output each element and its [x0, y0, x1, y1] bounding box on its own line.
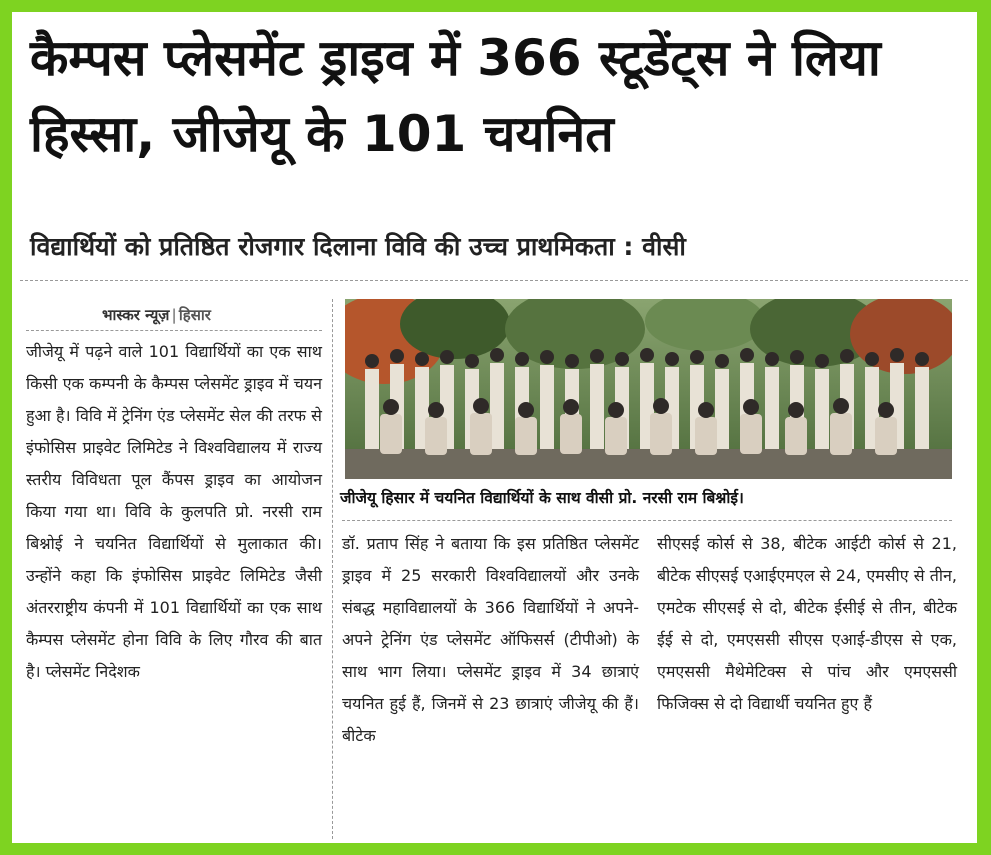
- byline-source: भास्कर न्यूज़: [102, 306, 170, 324]
- divider-byline: [26, 330, 322, 331]
- divider-top: [20, 280, 968, 281]
- photo-caption: जीजेयू हिसार में चयनित विद्यार्थियों के साथ वीसी प्रो. नरसी राम बिश्नोई।: [340, 489, 744, 507]
- article-column-2: डॉ. प्रताप सिंह ने बताया कि इस प्रतिष्ठित प्लेसमेंट ड्राइव में 25 सरकारी विश्वविद्यालयों और उनके संबद्ध महाविद्यालयों के 366 विद्यार्थियों ने अपने-अपने ट्रेनिंग एंड प्लेसमेंट ऑफिसर्स (टीपीओ) के साथ भाग लिया। प्लेसमेंट ड्राइव में 34 छात्राएं चयनित हुई हैं, जिनमें से 23 छात्राएं जीजेयू की हैं। बीटेक: [342, 534, 639, 745]
- group-photo: [345, 299, 952, 479]
- byline: [102, 305, 211, 325]
- article-column-1: जीजेयू में पढ़ने वाले 101 विद्यार्थियों का एक साथ किसी एक कम्पनी के कैम्पस प्लेसमेंट ड्राइव में चयन हुआ है। विवि में ट्रेनिंग एंड प्लेसमेंट सेल की तरफ से इंफोसिस प्राइवेट लिमिटेड ने विश्वविद्यालय में राज्य स्तरीय विविधता पूल कैंपस ड्राइव का आयोजन किया गया था। विवि के कुलपति प्रो. नरसी राम बिश्नोई ने चयनित विद्यार्थियों से मुलाकात की। उन्होंने कहा कि इंफोसिस प्राइवेट लिमिटेड जैसी अंतरराष्ट्रीय कंपनी में 101 विद्यार्थियों का एक साथ कैम्पस प्लेसमेंट होना विवि के लिए गौरव की बात है। प्लेसमेंट निदेशक: [26, 342, 322, 681]
- article-column-3: सीएसई कोर्स से 38, बीटेक आईटी कोर्स से 21, बीटेक सीएसई एआईएमएल से 24, एमसीए से तीन, एमटेक सीएसई से दो, बीटेक ईसीई से तीन, बीटेक ईई से दो, एमएससी सीएस एआई-डीएस से एक, एमएससी मैथेमेटिक्स से पांच और एमएससी फिजिक्स से दो विद्यार्थी चयनित हुए हैं: [657, 534, 957, 713]
- group-photo-image: [345, 299, 952, 479]
- divider-caption: [342, 520, 952, 521]
- byline-separator: |: [171, 306, 177, 324]
- subheadline: विद्यार्थियों को प्रतिष्ठित रोजगार दिलाना विवि की उच्च प्राथमिकता : वीसी: [30, 232, 686, 261]
- column-divider: [332, 299, 333, 839]
- newspaper-clipping: [12, 12, 977, 843]
- headline: कैम्पस प्लेसमेंट ड्राइव में 366 स्टूडेंट्स ने लिया हिस्सा, जीजेयू के 101 चयनित: [30, 29, 881, 163]
- byline-place: हिसार: [178, 306, 211, 324]
